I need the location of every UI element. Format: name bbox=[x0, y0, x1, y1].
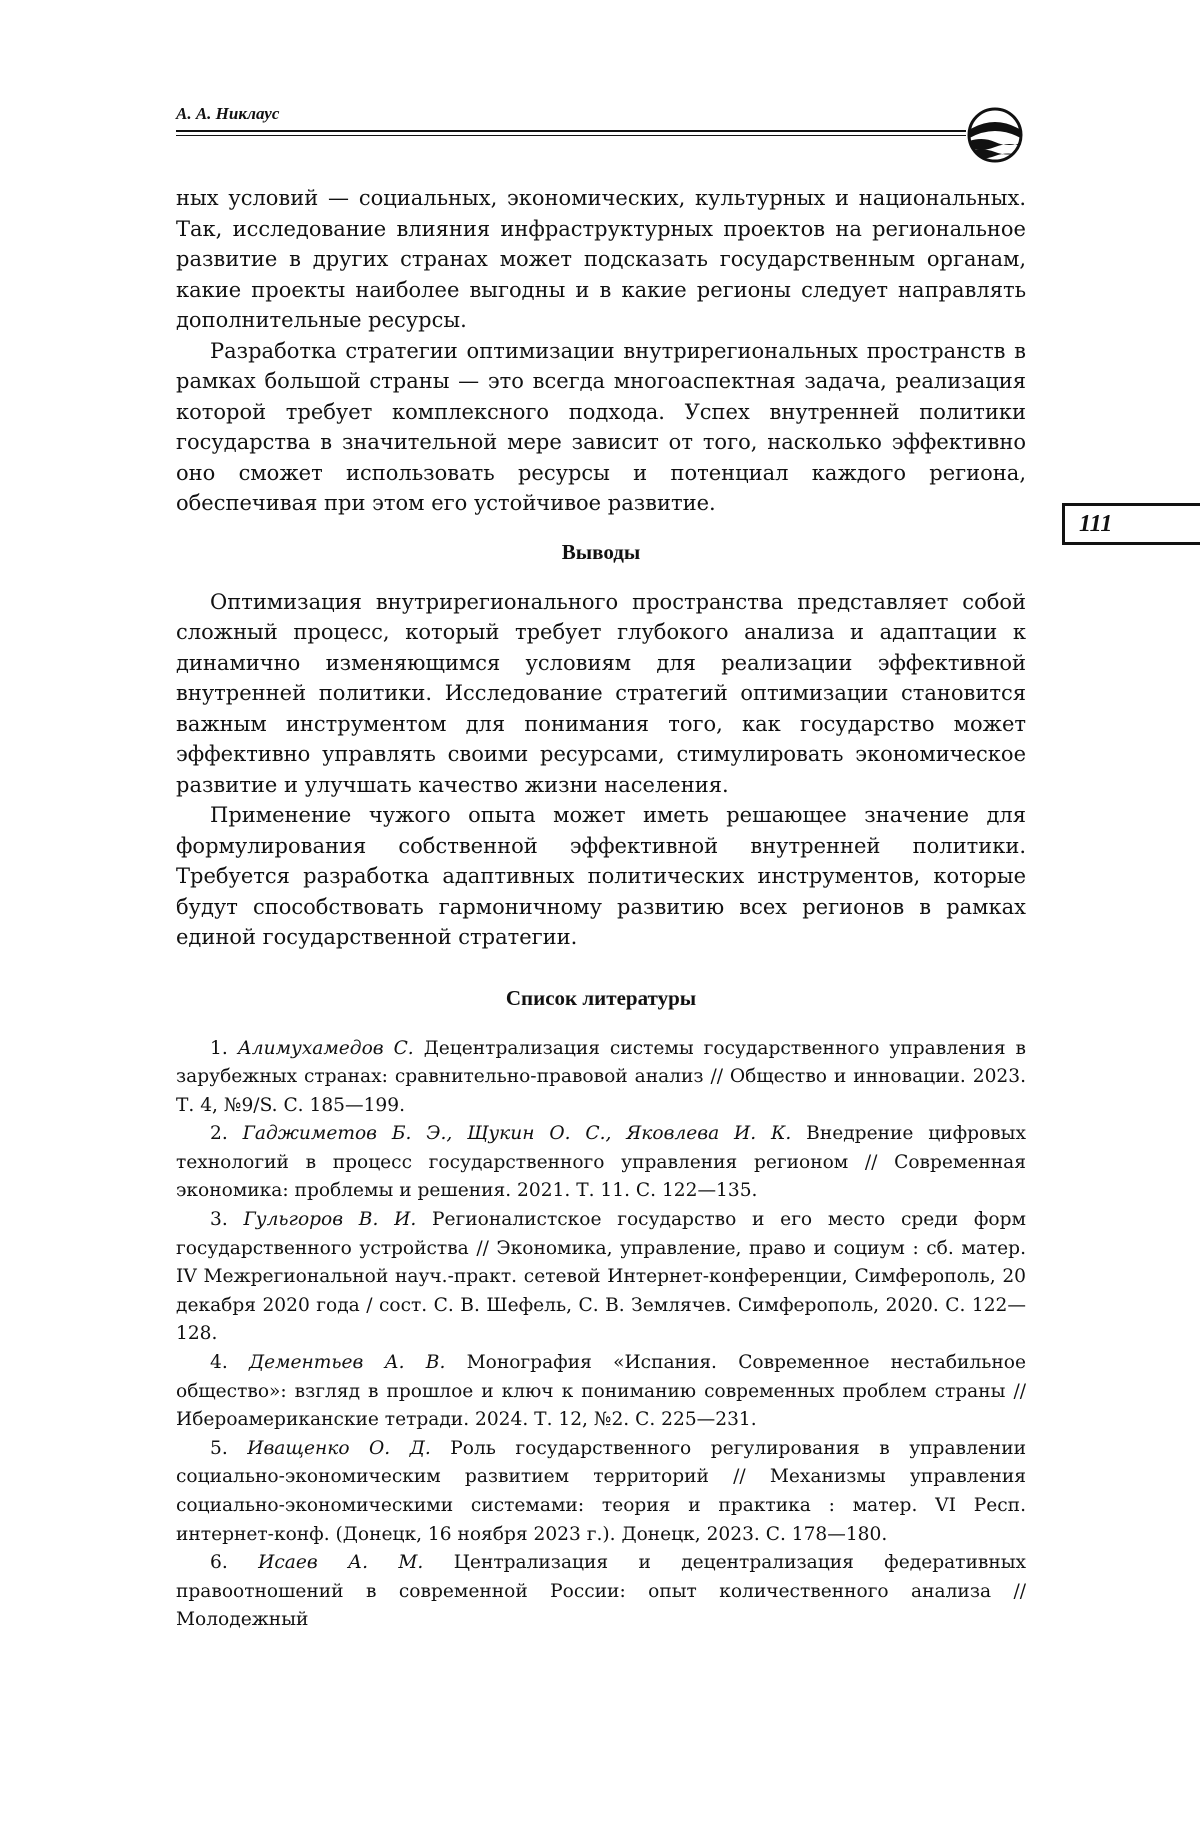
page-number-tab bbox=[1062, 503, 1200, 545]
reference-number: 6. bbox=[210, 1552, 228, 1574]
page-body bbox=[176, 183, 1026, 1635]
reference-item bbox=[176, 1349, 1026, 1435]
reference-number: 4. bbox=[210, 1352, 228, 1374]
reference-number: 3. bbox=[210, 1209, 228, 1231]
reference-authors: Гульгоров В. И. bbox=[243, 1209, 417, 1231]
reference-number: 2. bbox=[210, 1123, 228, 1145]
reference-number: 5. bbox=[210, 1437, 228, 1459]
references-heading: Список литературы bbox=[505, 985, 697, 1010]
reference-item bbox=[176, 1206, 1026, 1349]
references-list bbox=[176, 1035, 1026, 1635]
reference-authors: Алимухамедов С. bbox=[237, 1037, 414, 1059]
reference-item bbox=[176, 1120, 1026, 1206]
reference-text: Внедрение цифровых технологий в процесс государственного управления регионом // Современная экономика: проблемы и решения. 2021. Т. 11. С. 122—135. bbox=[176, 1123, 1026, 1202]
reference-authors: Иващенко О. Д. bbox=[247, 1437, 431, 1459]
reference-text: Монография «Испания. Современное нестабильное общество»: взгляд в прошлое и ключ к пониманию современных проблем страны // Ибероамериканские тетради. 2024. Т. 12, №2. С. 225—231. bbox=[176, 1352, 1026, 1431]
reference-authors: Дементьев А. В. bbox=[248, 1352, 446, 1374]
body-paragraph: Разработка стратегии оптимизации внутрирегиональных пространств в рамках большой страны — это всегда многоаспектная задача, реализация которой требует комплексного подхода. Успех внутренней политики государства в значительной мере зависит от того, насколько эффективно оно сможет использовать ресурсы и потенциал каждого региона, обеспечивая при этом его устойчивое развитие. bbox=[176, 338, 1026, 515]
reference-item bbox=[176, 1035, 1026, 1121]
reference-authors: Гаджиметов Б. Э., Щукин О. С., Яковлева И. К. bbox=[242, 1123, 792, 1145]
reference-text: Роль государственного регулирования в управлении социально-экономическим развитием территорий // Механизмы управления социально-экономическими системами: теория и практика : матер. VI Респ. интернет-конф. (Донецк, 16 ноября 2023 г.). Донецк, 2023. С. 178—180. bbox=[176, 1437, 1026, 1545]
body-paragraph: ных условий — социальных, экономических, культурных и национальных. Так, исследование влияния инфраструктурных проектов на региональное развитие в других странах может подсказать государственным органам, какие проекты наиболее выгодны и в какие регионы следует направлять дополнительные ресурсы. bbox=[176, 186, 1026, 332]
header-rule-thin bbox=[176, 135, 966, 136]
journal-logo-icon bbox=[964, 106, 1026, 164]
conclusions-heading: Выводы bbox=[561, 539, 641, 564]
reference-item bbox=[176, 1549, 1026, 1635]
reference-number: 1. bbox=[210, 1037, 228, 1059]
reference-item bbox=[176, 1435, 1026, 1549]
reference-text: Централизация и децентрализация федеративных правоотношений в современной России: опыт количественного анализа // Молодежный bbox=[176, 1552, 1027, 1631]
reference-authors: Исаев А. М. bbox=[258, 1552, 424, 1574]
body-paragraph: Применение чужого опыта может иметь решающее значение для формулирования собственной эффективной внутренней политики. Требуется разработка адаптивных политических инструментов, которые будут способствовать гармоничному развитию всех регионов в рамках единой государственной стратегии. bbox=[176, 803, 1026, 949]
reference-text: Децентрализация системы государственного управления в зарубежных странах: сравнительно-правовой анализ // Общество и инновации. 2023. Т. 4, №9/S. С. 185—199. bbox=[176, 1037, 1026, 1116]
header-rule-thick bbox=[176, 130, 966, 132]
page-number: 111 bbox=[1079, 511, 1113, 537]
reference-text: Регионалистское государство и его место среди форм государственного устройства // Экономика, управление, право и социум : сб. матер. IV Межрегиональной науч.-практ. сетевой Интернет-конференции, Симферополь, 20 декабря 2020 года / сост. С. В. Шефель, С. В. Землячев. Симферополь, 2020. С. 122—128. bbox=[176, 1209, 1026, 1345]
body-paragraph: Оптимизация внутрирегионального пространства представляет собой сложный процесс, который требует глубокого анализа и адаптации к динамично изменяющимся условиям для реализации эффективной внутренней политики. Исследование стратегий оптимизации становится важным инструментом для понимания того, как государство может эффективно управлять своими ресурсами, стимулировать экономическое развитие и улучшать качество жизни населения. bbox=[176, 589, 1026, 797]
running-head-author: А. А. Никлаус bbox=[176, 104, 280, 123]
